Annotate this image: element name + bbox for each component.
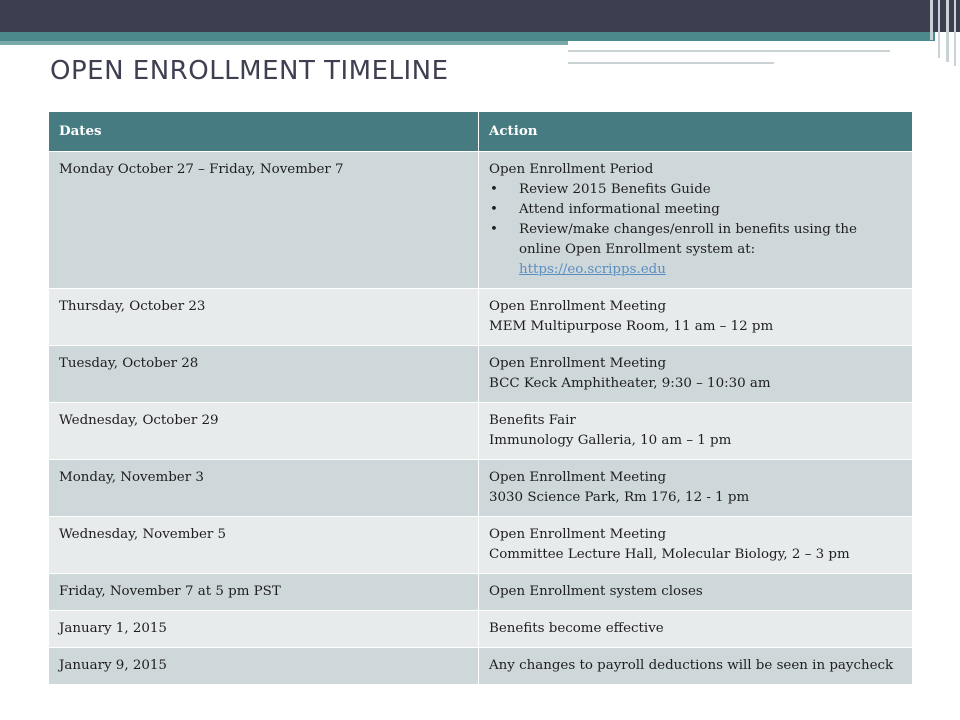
action-detail: MEM Multipurpose Room, 11 am – 12 pm <box>489 319 774 334</box>
action-cell <box>479 460 913 517</box>
action-cell <box>479 403 913 460</box>
top-banner <box>0 0 960 32</box>
bullet-item-text: Review/make changes/enroll in benefits using the online Open Enrollment system at: <box>519 222 857 257</box>
action-detail: 3030 Science Park, Rm 176, 12 - 1 pm <box>489 490 750 505</box>
table-row <box>49 403 913 460</box>
date-cell: Thursday, October 23 <box>49 289 479 346</box>
bullet-item: • Review 2015 Benefits Guide <box>519 180 902 200</box>
table-row <box>49 517 913 574</box>
column-header-action: Action <box>479 112 913 152</box>
bullet-item <box>519 220 902 280</box>
banner-vertical-bar <box>938 0 940 58</box>
action-detail: Committee Lecture Hall, Molecular Biology, 2 – 3 pm <box>489 547 850 562</box>
table-header-row <box>49 112 913 152</box>
banner-accent-stripe <box>0 32 935 41</box>
date-cell: January 9, 2015 <box>49 648 479 685</box>
table-row <box>49 611 913 648</box>
date-cell: January 1, 2015 <box>49 611 479 648</box>
table-row <box>49 346 913 403</box>
action-title: Open Enrollment Meeting <box>489 299 667 314</box>
date-cell: Tuesday, October 28 <box>49 346 479 403</box>
banner-vertical-bar <box>946 0 949 62</box>
table-row <box>49 648 913 685</box>
action-detail: BCC Keck Amphitheater, 9:30 – 10:30 am <box>489 376 771 391</box>
action-title: Benefits Fair <box>489 413 576 428</box>
action-cell <box>479 152 913 289</box>
column-header-dates: Dates <box>49 112 479 152</box>
table-row <box>49 574 913 611</box>
action-detail: Immunology Galleria, 10 am – 1 pm <box>489 433 732 448</box>
banner-accent-stripe-thin <box>0 41 568 45</box>
action-title: Open Enrollment Meeting <box>489 527 667 542</box>
action-cell: Open Enrollment system closes <box>479 574 913 611</box>
table-row <box>49 460 913 517</box>
banner-vertical-bar <box>930 0 933 40</box>
date-cell: Monday, November 3 <box>49 460 479 517</box>
action-cell <box>479 289 913 346</box>
bullet-item: • Attend informational meeting <box>519 200 902 220</box>
banner-rule <box>568 50 890 52</box>
enrollment-system-link[interactable]: https://eo.scripps.edu <box>519 262 666 277</box>
banner-vertical-bar <box>954 0 956 66</box>
date-cell: Wednesday, November 5 <box>49 517 479 574</box>
action-bullet-list <box>489 180 902 280</box>
table-row <box>49 152 913 289</box>
action-title: Open Enrollment Meeting <box>489 356 667 371</box>
action-cell <box>479 517 913 574</box>
date-cell: Monday October 27 – Friday, November 7 <box>49 152 479 289</box>
action-title: Open Enrollment Meeting <box>489 470 667 485</box>
action-cell <box>479 346 913 403</box>
date-cell: Wednesday, October 29 <box>49 403 479 460</box>
action-cell: Any changes to payroll deductions will be seen in paycheck <box>479 648 913 685</box>
page-title: OPEN ENROLLMENT TIMELINE <box>50 56 449 86</box>
action-cell: Benefits become effective <box>479 611 913 648</box>
banner-rule <box>568 62 774 64</box>
action-title: Open Enrollment Period <box>489 162 654 177</box>
date-cell: Friday, November 7 at 5 pm PST <box>49 574 479 611</box>
timeline-table <box>48 111 913 685</box>
table-row <box>49 289 913 346</box>
